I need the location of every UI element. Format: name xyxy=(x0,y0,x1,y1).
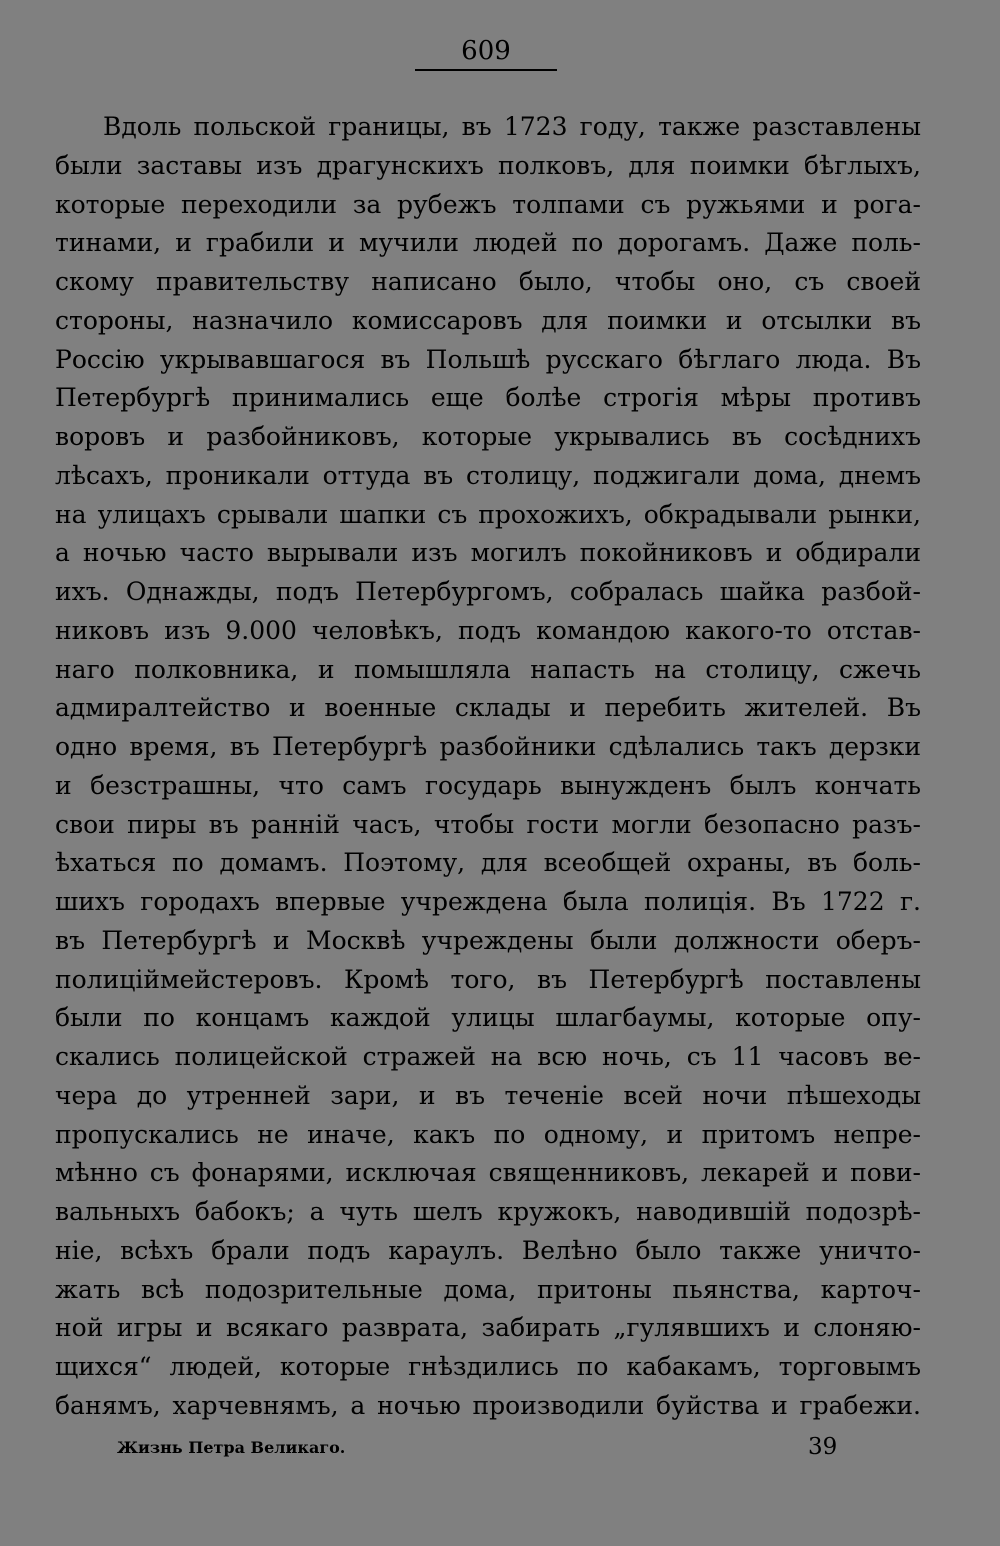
text-line: чера до утренней зари, и въ теченіе всей ночи пѣшеходы xyxy=(55,1080,921,1110)
text-line: полиціймейстеровъ. Кромѣ того, въ Петербургѣ поставлены xyxy=(55,964,921,994)
text-line: свои пиры въ раннiй часъ, чтобы гости могли безопасно разъ- xyxy=(55,809,921,839)
text-line: щихся“ людей, которые гнѣздились по кабакамъ, торговымъ xyxy=(55,1352,921,1381)
text-line: никовъ изъ 9.000 человѣкъ, подъ командою какого-то отстав- xyxy=(55,615,921,645)
text-line: скому правительству написано было, чтобы оно, съ своей xyxy=(55,267,921,296)
text-line: Петербургѣ принимались еще болѣе строгія мѣры противъ xyxy=(55,383,921,413)
footer-book-title: Жизнь Петра Великаго. xyxy=(117,1438,346,1457)
text-line: лѣсахъ, проникали оттуда въ столицу, поджигали дома, днемъ xyxy=(55,460,921,490)
text-line: адмиралтейство и военные склады и перебить жителей. Въ xyxy=(55,693,921,723)
text-line: Вдоль польской границы, въ 1723 году, также разставлены xyxy=(103,112,921,141)
text-line: одно время, въ Петербургѣ разбойники сдѣлались такъ дерзки xyxy=(55,732,921,761)
text-line: были заставы изъ драгунскихъ полковъ, для поимки бѣглыхъ, xyxy=(55,150,921,180)
text-line: ной игры и всякаго разврата, забирать „гулявшихъ и слоняю- xyxy=(55,1313,921,1343)
text-line: были по концамъ каждой улицы шлагбаумы, которые опу- xyxy=(55,1003,921,1033)
text-line: а ночью часто вырывали изъ могилъ покойниковъ и обдирали xyxy=(55,538,921,568)
text-line: ѣхаться по домамъ. Поэтому, для всеобщей охраны, въ боль- xyxy=(55,848,921,878)
text-line: тинами, и грабили и мучили людей по дорогамъ. Даже поль- xyxy=(55,228,921,258)
text-line: въ Петербургѣ и Москвѣ учреждены были должности оберъ- xyxy=(55,925,921,955)
text-line: Россію укрывавшагося въ Польшѣ русскаго бѣглаго люда. Въ xyxy=(55,344,921,374)
text-line: воровъ и разбойниковъ, которые укрывались въ сосѣднихъ xyxy=(55,422,921,451)
text-line: вальныхъ бабокъ; а чуть шелъ кружокъ, наводившій подозрѣ- xyxy=(55,1197,921,1226)
text-line: жать всѣ подозрительные дома, притоны пьянства, карточ- xyxy=(55,1274,921,1304)
text-line: скались полицейской стражей на всю ночь, съ 11 часовъ ве- xyxy=(55,1042,921,1071)
text-line: банямъ, харчевнямъ, а ночью производили буйства и грабежи. xyxy=(55,1390,921,1420)
text-line: на улицахъ срывали шапки съ прохожихъ, обкрадывали рынки, xyxy=(55,499,921,529)
body-paragraph xyxy=(55,108,921,1426)
text-line: ніе, всѣхъ брали подъ караулъ. Велѣно было также уничто- xyxy=(55,1235,921,1265)
footer-signature-mark: 39 xyxy=(808,1434,838,1460)
text-line: наго полковника, и помышляла напасть на столицу, сжечь xyxy=(55,654,921,684)
text-line: стороны, назначило комиссаровъ для поимки и отсылки въ xyxy=(55,305,921,335)
text-line: мѣнно съ фонарями, исключая священниковъ, лекарей и пови- xyxy=(55,1158,921,1188)
text-line: шихъ городахъ впервые учреждена была полиція. Въ 1722 г. xyxy=(55,887,921,916)
text-line: пропускались не иначе, какъ по одному, и притомъ непре- xyxy=(55,1119,921,1149)
text-line: ихъ. Однажды, подъ Петербургомъ, собралась шайка разбой- xyxy=(55,577,921,606)
header-rule xyxy=(415,69,557,71)
text-line: и безстрашны, что самъ государь вынужденъ былъ кончать xyxy=(55,770,921,800)
page-number: 609 xyxy=(461,36,511,66)
text-line: которые переходили за рубежъ толпами съ ружьями и рога- xyxy=(55,189,921,219)
